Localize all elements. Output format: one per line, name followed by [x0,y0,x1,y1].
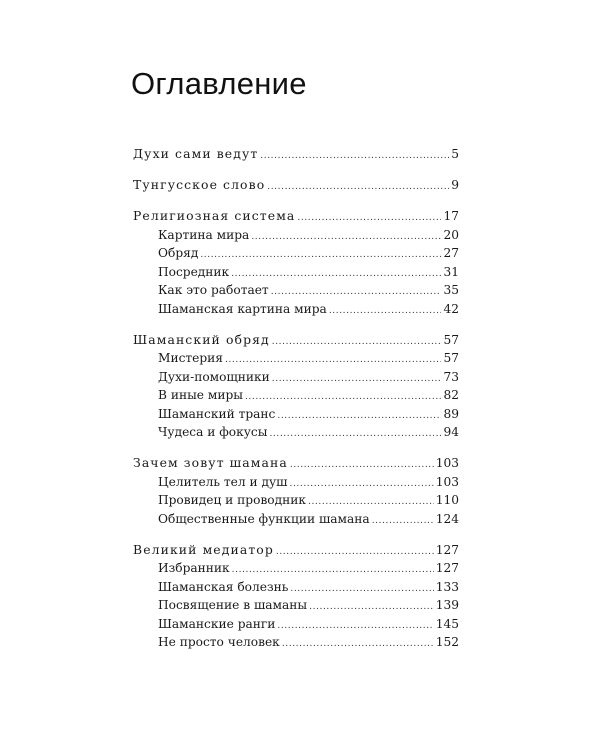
page-number: 57 [443,351,459,365]
dot-leader [329,302,442,321]
page-number: 110 [435,493,459,507]
toc-chapter-entry[interactable] [133,331,459,350]
toc-section [133,541,459,652]
subsection-title: Целитель тел и душ [158,474,288,489]
page-number: 124 [435,511,459,526]
toc-subsection-entry[interactable] [133,596,459,615]
page-number: 82 [443,388,459,402]
dot-leader [372,512,434,531]
page-number: 57 [443,332,459,347]
subsection-title: Не просто человек [158,635,280,649]
chapter-title: Великий медиатор [133,541,274,557]
toc-section [133,331,459,442]
page-number: 89 [443,406,459,421]
subsection-title: Шаманские ранги [158,616,276,631]
chapter-title: Духи сами ведут [133,146,259,161]
dot-leader [260,147,449,166]
toc-subsection-entry[interactable] [133,386,459,405]
toc-subsection-entry[interactable] [133,300,459,319]
subsection-title: Как это работает [158,283,269,297]
toc-subsection-entry[interactable] [133,473,459,492]
dot-leader [282,635,434,654]
dot-leader [251,228,441,247]
toc-subsection-entry[interactable] [133,633,459,652]
toc-section [133,145,459,164]
subsection-title: Шаманский транс [158,406,276,421]
toc-subsection-entry[interactable] [133,349,459,368]
toc-subsection-entry[interactable] [133,263,459,282]
page-title: Оглавление [131,66,307,101]
subsection-title: Общественные функции шамана [158,511,370,526]
page-number: 20 [443,227,459,242]
toc-chapter-entry[interactable] [133,176,459,195]
page-number: 127 [435,561,459,575]
dot-leader [297,209,441,228]
toc-chapter-entry[interactable] [133,541,459,560]
page-number: 9 [451,178,459,192]
table-of-contents [133,145,459,664]
subsection-title: Посвящение в шаманы [158,598,308,612]
dot-leader [277,617,433,636]
toc-subsection-entry[interactable] [133,615,459,634]
dot-leader [267,178,449,197]
subsection-title: В иные миры [158,388,243,402]
toc-subsection-entry[interactable] [133,491,459,510]
subsection-title: Избранник [158,561,230,575]
page-number: 103 [435,474,459,489]
toc-subsection-entry[interactable] [133,578,459,597]
page-number: 17 [443,209,459,223]
toc-subsection-entry[interactable] [133,510,459,529]
dot-leader [272,370,442,389]
page-number: 5 [451,147,459,161]
toc-subsection-entry[interactable] [133,368,459,387]
dot-leader [272,333,442,352]
toc-chapter-entry[interactable] [133,454,459,473]
page-number: 139 [435,598,459,612]
page-number: 31 [443,264,459,279]
page-number: 27 [443,246,459,260]
dot-leader [290,475,434,494]
dot-leader [309,598,434,617]
subsection-title: Посредник [158,264,230,279]
dot-leader [290,456,434,475]
page-number: 133 [435,579,459,594]
subsection-title: Мистерия [158,351,223,365]
chapter-title: Шаманский обряд [133,331,270,347]
toc-subsection-entry[interactable] [133,226,459,245]
chapter-title: Зачем зовут шамана [133,455,288,470]
page-number: 103 [435,456,459,470]
dot-leader [290,580,433,599]
subsection-title: Духи-помощники [158,369,270,384]
toc-section [133,207,459,318]
toc-section [133,454,459,528]
subsection-title: Картина мира [158,227,250,242]
toc-section [133,176,459,195]
subsection-title: Чудеса и фокусы [158,425,268,439]
page-number: 127 [435,542,459,557]
chapter-title: Религиозная система [133,208,296,223]
toc-subsection-entry[interactable] [133,281,459,300]
dot-leader [200,246,441,265]
toc-subsection-entry[interactable] [133,405,459,424]
toc-chapter-entry[interactable] [133,145,459,164]
page-number: 35 [443,283,459,297]
toc-chapter-entry[interactable] [133,207,459,226]
toc-subsection-entry[interactable] [133,423,459,442]
page-number: 42 [443,301,459,316]
subsection-title: Обряд [158,246,199,260]
toc-subsection-entry[interactable] [133,559,459,578]
toc-subsection-entry[interactable] [133,244,459,263]
page-number: 152 [435,635,459,649]
page-number: 94 [443,425,459,439]
page-number: 73 [443,369,459,384]
chapter-title: Тунгусское слово [133,177,266,192]
dot-leader [277,407,441,426]
subsection-title: Шаманская болезнь [158,579,289,594]
subsection-title: Шаманская картина мира [158,301,327,316]
dot-leader [276,543,434,562]
page-number: 145 [435,616,459,631]
dot-leader [269,425,441,444]
subsection-title: Провидец и проводник [158,493,307,507]
